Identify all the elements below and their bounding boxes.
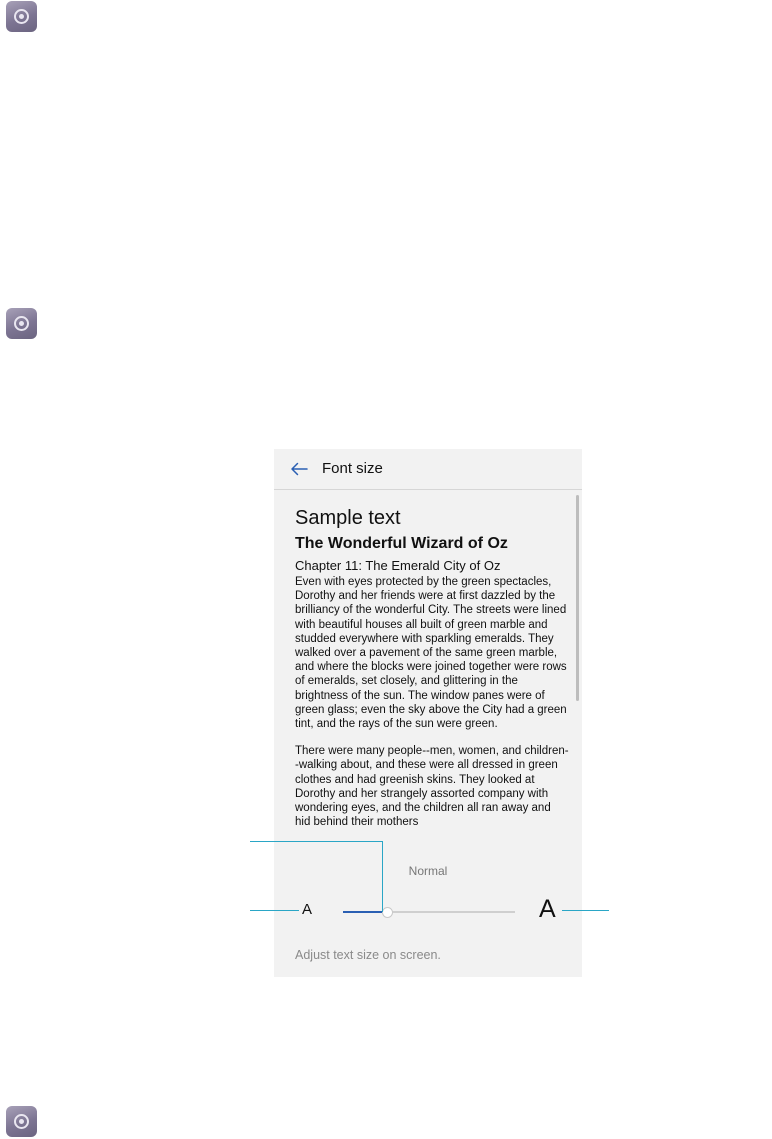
callout-line [562, 910, 609, 911]
slider-fill [343, 911, 388, 913]
slider-thumb[interactable] [382, 907, 393, 918]
callout-line [250, 841, 383, 842]
app-bar [274, 449, 582, 490]
sample-paragraph: There were many people--men, women, and children--walking about, and these were all dressed in green clothes and had greenish skins. They looked at Dorothy and her strangely assorted company with wondering eyes, and the children all ran away and hid behind their mothers [295, 745, 569, 829]
chapter-title: Chapter 11: The Emerald City of Oz [295, 558, 501, 573]
help-caption: Adjust text size on screen. [295, 948, 441, 962]
note-icon [6, 308, 37, 339]
back-arrow-icon [290, 462, 308, 476]
callout-line [382, 841, 383, 912]
large-font-icon[interactable]: A [539, 895, 556, 923]
scrollbar[interactable] [576, 495, 579, 701]
small-font-icon[interactable]: A [302, 901, 313, 918]
book-title: The Wonderful Wizard of Oz [295, 535, 508, 552]
sample-heading: Sample text [295, 507, 401, 529]
font-level-label: Normal [408, 864, 448, 878]
page-title: Font size [322, 460, 383, 477]
back-button[interactable] [288, 458, 310, 480]
font-size-slider[interactable] [343, 911, 515, 913]
note-icon [6, 1, 37, 32]
callout-line [250, 910, 299, 911]
font-size-screen [274, 449, 582, 977]
sample-text-area [295, 495, 569, 838]
note-icon [6, 1106, 37, 1137]
sample-paragraph: Even with eyes protected by the green spectacles, Dorothy and her friends were at first dazzled by the brilliancy of the wonderful City. The streets were lined with beautiful houses all built of green marble and studded everywhere with sparkling emeralds. They walked over a pavement of the same green marble, and where the blocks were joined together were rows of emeralds, set closely, and glittering in the brightness of the sun. The window panes were of green glass; even the sky above the City had a green tint, and the rays of the sun were green. [295, 576, 567, 731]
